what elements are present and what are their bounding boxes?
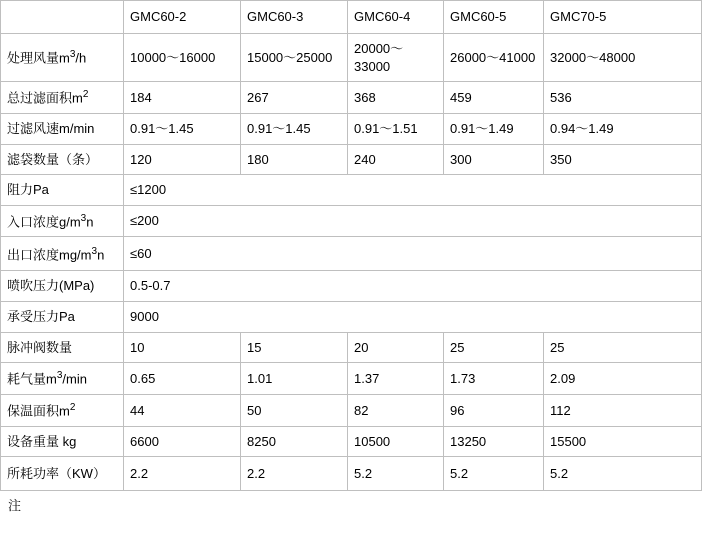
- table-cell: 180: [241, 144, 348, 175]
- table-cell: ≤200: [124, 205, 702, 237]
- superscript: 2: [69, 402, 76, 413]
- table-cell: 184: [124, 82, 241, 114]
- table-cell: 0.65: [124, 363, 241, 395]
- table-row: [1, 113, 702, 144]
- table-cell: 50: [241, 395, 348, 427]
- row-label: 耗气量$m^3/\min$: [1, 363, 124, 395]
- row-label: 脉冲阀数量: [1, 332, 124, 363]
- table-cell: 5.2: [348, 457, 444, 491]
- superscript: 3: [80, 212, 87, 224]
- table-row: [1, 302, 702, 333]
- table-cell: 5.2: [444, 457, 544, 491]
- table-cell: 5.2: [544, 457, 702, 491]
- superscript: 3: [69, 49, 76, 61]
- table-cell: 26000～41000: [444, 34, 544, 82]
- column-header-label: [1, 1, 124, 34]
- table-cell: 15500: [544, 426, 702, 457]
- table-cell: 10500: [348, 426, 444, 457]
- table-cell: 1.01: [241, 363, 348, 395]
- row-label: 滤袋数量（条）: [1, 144, 124, 175]
- row-label: 喷吹压力(MPa): [1, 271, 124, 302]
- table-row: [1, 175, 702, 206]
- superscript: 2: [82, 89, 89, 101]
- row-label: 入口浓度$g/m^3n$: [1, 205, 124, 237]
- table-cell: 20: [348, 332, 444, 363]
- table-cell: 0.91～1.51: [348, 113, 444, 144]
- table-cell: 459: [444, 82, 544, 114]
- table-cell: 368: [348, 82, 444, 114]
- table-row: [1, 395, 702, 427]
- table-cell: 25: [444, 332, 544, 363]
- table-cell: 20000～33000: [348, 34, 444, 82]
- table-cell: 2.2: [241, 457, 348, 491]
- table-row: [1, 426, 702, 457]
- table-cell: 9000: [124, 302, 702, 333]
- superscript: 3: [91, 245, 98, 257]
- column-header-gmc70-5: GMC70-5: [544, 1, 702, 34]
- table-row: [1, 82, 702, 114]
- table-cell: 0.91～1.45: [124, 113, 241, 144]
- superscript: 3: [56, 370, 63, 382]
- table-cell: 0.94～1.49: [544, 113, 702, 144]
- table-cell: 82: [348, 395, 444, 427]
- table-row: [1, 271, 702, 302]
- table-cell: ≤1200: [124, 175, 702, 206]
- table-cell: 8250: [241, 426, 348, 457]
- row-label: 出口浓度$mg/m^3n$: [1, 237, 124, 271]
- table-row: [1, 332, 702, 363]
- table-cell: 10000～16000: [124, 34, 241, 82]
- table-header-row: [1, 1, 702, 34]
- table-cell: 15000～25000: [241, 34, 348, 82]
- row-label: 阻力Pa: [1, 175, 124, 206]
- table-cell: 44: [124, 395, 241, 427]
- column-header-gmc60-2: GMC60-2: [124, 1, 241, 34]
- table-row: [1, 237, 702, 271]
- row-label: 过滤风速m/min: [1, 113, 124, 144]
- table-cell: 2.2: [124, 457, 241, 491]
- table-cell: 120: [124, 144, 241, 175]
- column-header-gmc60-3: GMC60-3: [241, 1, 348, 34]
- table-cell: 6600: [124, 426, 241, 457]
- table-cell: 267: [241, 82, 348, 114]
- table-row: [1, 144, 702, 175]
- row-label: 所耗功率（KW）: [1, 457, 124, 491]
- row-label: 保温面积$m^2$: [1, 395, 124, 427]
- table-cell: 1.37: [348, 363, 444, 395]
- table-row: [1, 363, 702, 395]
- table-cell: 112: [544, 395, 702, 427]
- table-cell: ≤60: [124, 237, 702, 271]
- column-header-gmc60-4: GMC60-4: [348, 1, 444, 34]
- table-cell: 300: [444, 144, 544, 175]
- table-cell: 1.73: [444, 363, 544, 395]
- table-row: [1, 205, 702, 237]
- row-label: 承受压力Pa: [1, 302, 124, 333]
- table-cell: 10: [124, 332, 241, 363]
- table-cell: 0.91～1.49: [444, 113, 544, 144]
- table-cell: 350: [544, 144, 702, 175]
- row-label: 处理风量$m^3/h$: [1, 34, 124, 82]
- row-label: 设备重量 kg: [1, 426, 124, 457]
- table-row: [1, 34, 702, 82]
- table-cell: 0.5-0.7: [124, 271, 702, 302]
- table-row: [1, 457, 702, 491]
- table-cell: 0.91～1.45: [241, 113, 348, 144]
- table-cell: 15: [241, 332, 348, 363]
- row-label: 总过滤面积$m^2$: [1, 82, 124, 114]
- table-cell: 240: [348, 144, 444, 175]
- table-cell: 2.09: [544, 363, 702, 395]
- table-cell: 25: [544, 332, 702, 363]
- table-cell: 32000～48000: [544, 34, 702, 82]
- footer-note: 注: [8, 498, 22, 514]
- table-cell: 536: [544, 82, 702, 114]
- column-header-gmc60-5: GMC60-5: [444, 1, 544, 34]
- table-body: [1, 34, 702, 491]
- table-cell: 13250: [444, 426, 544, 457]
- table-cell: 96: [444, 395, 544, 427]
